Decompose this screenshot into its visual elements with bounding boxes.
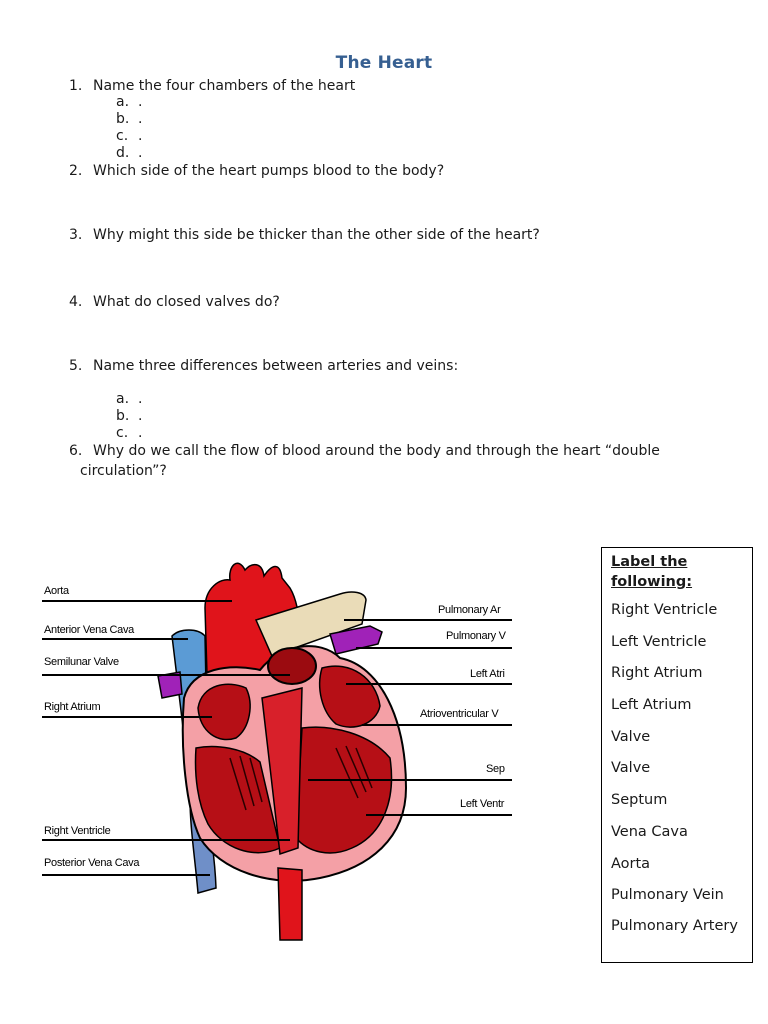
- answer-line[interactable]: [116, 408, 143, 425]
- label-list-item: Left Ventricle: [611, 633, 707, 650]
- label-list-item: Aorta: [611, 855, 651, 872]
- label-pulmonary-vein: Pulmonary V: [446, 630, 506, 642]
- answer-line[interactable]: [116, 128, 143, 145]
- label-atrioventricular-valve: Atrioventricular V: [420, 708, 499, 720]
- semilunar-valve-shape: [268, 648, 316, 684]
- label-septum: Sep: [486, 763, 505, 775]
- answer-line[interactable]: [116, 425, 143, 442]
- question-4: [69, 292, 280, 312]
- label-list-item: Valve: [611, 728, 651, 745]
- answer-text: .: [138, 128, 143, 144]
- question-text: Name three differences between arteries and veins:: [93, 358, 459, 374]
- question-number: 5.: [69, 358, 83, 374]
- label-list-item: Right Ventricle: [611, 602, 718, 618]
- label-left-ventricle: Left Ventr: [460, 798, 505, 810]
- question-number: 2.: [69, 163, 83, 179]
- label-list-item: Pulmonary Vein: [611, 887, 724, 904]
- answer-letter: a.: [116, 94, 130, 110]
- question-text: Name the four chambers of the heart: [93, 78, 356, 94]
- answer-letter: d.: [116, 145, 130, 161]
- answer-line[interactable]: [116, 391, 143, 408]
- question-text: Why might this side be thicker than the other side of the heart?: [93, 227, 540, 243]
- label-list-item: Left Atrium: [611, 697, 692, 714]
- answer-line[interactable]: [116, 145, 143, 162]
- label-pulmonary-artery: Pulmonary Ar: [438, 604, 501, 616]
- question-5: [69, 356, 459, 376]
- answer-text: .: [138, 425, 143, 441]
- answer-letter: a.: [116, 391, 130, 407]
- answer-text: .: [138, 408, 143, 424]
- label-posterior-vena-cava: Posterior Vena Cava: [44, 857, 140, 869]
- label-right-ventricle: Right Ventricle: [44, 825, 111, 837]
- answer-text: .: [138, 111, 143, 127]
- answer-letter: c.: [116, 425, 129, 441]
- question-number: 4.: [69, 294, 83, 310]
- label-list-item: Septum: [611, 792, 668, 809]
- question-number: 6.: [69, 443, 83, 459]
- question-1: [69, 76, 356, 96]
- question-3: [69, 225, 540, 245]
- label-semilunar-valve: Semilunar Valve: [44, 656, 119, 668]
- answer-line[interactable]: [116, 111, 143, 128]
- answer-letter: b.: [116, 111, 130, 127]
- question-6: [69, 441, 733, 461]
- question-text: Why do we call the flow of blood around the body and through the heart “double: [93, 443, 660, 459]
- page-title: The Heart: [335, 53, 433, 73]
- question-2: [69, 161, 445, 181]
- label-list-item: Right Atrium: [611, 665, 703, 682]
- label-list-item: Valve: [611, 760, 651, 777]
- question-text: Which side of the heart pumps blood to the body?: [93, 163, 445, 179]
- label-list-item: Pulmonary Artery: [611, 917, 738, 934]
- question-number: 1.: [69, 78, 83, 94]
- answer-text: .: [138, 145, 143, 161]
- question-number: 3.: [69, 227, 83, 243]
- question-text: circulation”?: [80, 463, 167, 479]
- descending-aorta-shape: [278, 868, 302, 940]
- label-anterior-vena-cava: Anterior Vena Cava: [44, 624, 134, 636]
- label-right-atrium: Right Atrium: [44, 701, 101, 713]
- label-list-header: Label the following:: [611, 554, 693, 590]
- answer-text: .: [138, 94, 143, 110]
- question-text: What do closed valves do?: [93, 294, 280, 310]
- label-list-item: Vena Cava: [611, 823, 688, 840]
- label-left-atrium: Left Atri: [470, 668, 505, 680]
- answer-line[interactable]: [116, 94, 143, 111]
- question-6-continued: [80, 461, 167, 481]
- heart-diagram: [40, 548, 512, 944]
- label-list-box: [601, 547, 753, 963]
- answer-letter: b.: [116, 408, 130, 424]
- label-aorta: Aorta: [44, 585, 69, 597]
- answer-letter: c.: [116, 128, 129, 144]
- answer-text: .: [138, 391, 143, 407]
